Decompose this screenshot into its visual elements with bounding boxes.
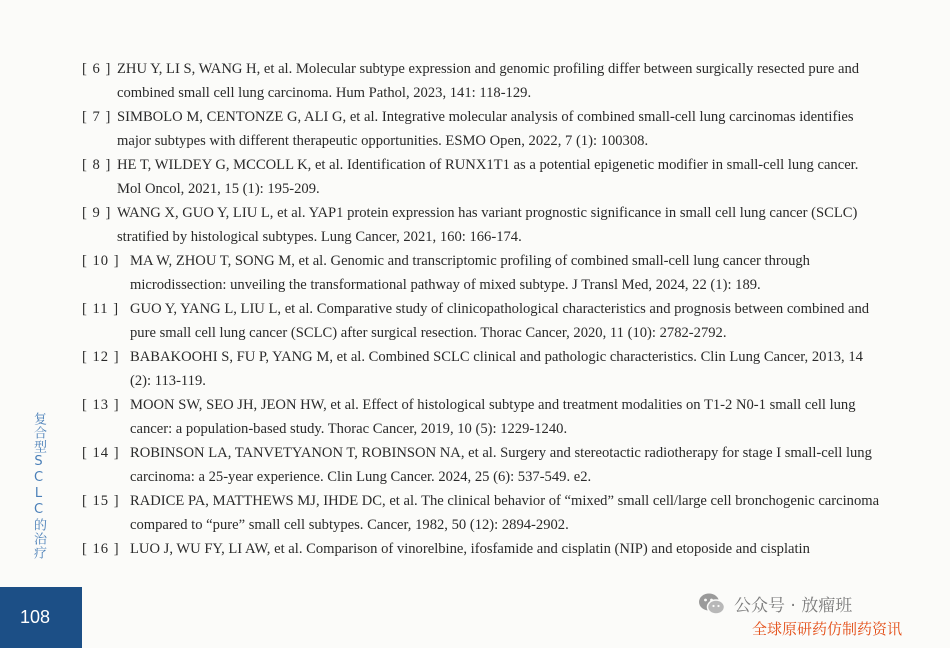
reference-text: GUO Y, YANG L, LIU L, et al. Comparative study of clinicopathological characteristics and prognosis between combined and pure small cell lung cancer (SCLC) after surgical resection. Thorac Cancer, 2020, 11 (10): 2782-2792. — [130, 301, 870, 341]
reference-item — [82, 489, 882, 537]
reference-number: [ 10 ] — [82, 253, 120, 269]
reference-item — [82, 57, 882, 105]
reference-text: BABAKOOHI S, FU P, YANG M, et al. Combined SCLC clinical and pathologic characteristics. Clin Lung Cancer, 2013, 14 (2): 113-119. — [130, 349, 863, 389]
reference-number: [ 8 ] — [82, 157, 112, 173]
reference-number: [ 7 ] — [82, 109, 112, 125]
watermark-account — [698, 591, 852, 616]
reference-list — [82, 57, 882, 561]
chapter-side-title: 复合型SCLC的治疗 — [31, 412, 46, 560]
reference-text: SIMBOLO M, CENTONZE G, ALI G, et al. Integrative molecular analysis of combined small-cell lung carcinomas identifies major subtypes with different therapeutic opportunities. ESMO Open, 2022, 7 (1): 100308. — [117, 109, 854, 149]
reference-item — [82, 297, 882, 345]
reference-text: MOON SW, SEO JH, JEON HW, et al. Effect of histological subtype and treatment modalities on T1-2 N0-1 small cell lung cancer: a population-based study. Thorac Cancer, 2019, 10 (5): 1229-1240. — [130, 397, 856, 437]
reference-number: [ 13 ] — [82, 397, 120, 413]
reference-item — [82, 441, 882, 489]
reference-text: ZHU Y, LI S, WANG H, et al. Molecular subtype expression and genomic profiling differ between surgically resected pure and combined small cell lung carcinoma. Hum Pathol, 2023, 141: 118-129. — [117, 61, 860, 101]
reference-item — [82, 345, 882, 393]
reference-number: [ 14 ] — [82, 445, 120, 461]
wechat-icon — [698, 592, 726, 616]
reference-number: [ 9 ] — [82, 205, 112, 221]
watermark-account-text: 公众号 · 放瘤班 — [734, 596, 853, 616]
reference-number: [ 15 ] — [82, 493, 120, 509]
reference-number: [ 16 ] — [82, 541, 120, 557]
reference-item — [82, 393, 882, 441]
watermark-tagline: 全球原研药仿制药资讯 — [752, 620, 903, 638]
reference-number: [ 12 ] — [82, 349, 120, 365]
reference-text: RADICE PA, MATTHEWS MJ, IHDE DC, et al. The clinical behavior of “mixed” small cell/large cell bronchogenic carcinoma compared to “pure” small cell subtypes. Cancer, 1982, 50 (12): 2894-2902. — [130, 493, 880, 533]
reference-item — [82, 537, 882, 561]
reference-text: ROBINSON LA, TANVETYANON T, ROBINSON NA, et al. Surgery and stereotactic radiotherapy for stage I small-cell lung carcinoma: a 25-year experience. Clin Lung Cancer. 2024, 25 (6): 537-549. e2. — [130, 445, 872, 485]
reference-text: LUO J, WU FY, LI AW, et al. Comparison of vinorelbine, ifosfamide and cisplatin (NIP) and etoposide and cisplatin — [130, 541, 810, 557]
reference-item — [82, 201, 882, 249]
reference-item — [82, 105, 882, 153]
reference-number: [ 6 ] — [82, 61, 112, 77]
reference-text: MA W, ZHOU T, SONG M, et al. Genomic and transcriptomic profiling of combined small-cell lung cancer through microdissection: unveiling the transformational pathway of mixed subtype. J Transl Med, 2024, 22 (1): 189. — [130, 253, 810, 293]
reference-text: WANG X, GUO Y, LIU L, et al. YAP1 protein expression has variant prognostic significance in small cell lung cancer (SCLC) stratified by histological subtypes. Lung Cancer, 2021, 160: 166-174. — [117, 205, 858, 245]
reference-item — [82, 153, 882, 201]
reference-item — [82, 249, 882, 297]
page-number-box — [0, 587, 82, 648]
reference-number: [ 11 ] — [82, 301, 120, 317]
page-number: 108 — [19, 607, 51, 627]
reference-text: HE T, WILDEY G, MCCOLL K, et al. Identification of RUNX1T1 as a potential epigenetic modifier in small-cell lung cancer. Mol Oncol, 2021, 15 (1): 195-209. — [117, 157, 859, 197]
